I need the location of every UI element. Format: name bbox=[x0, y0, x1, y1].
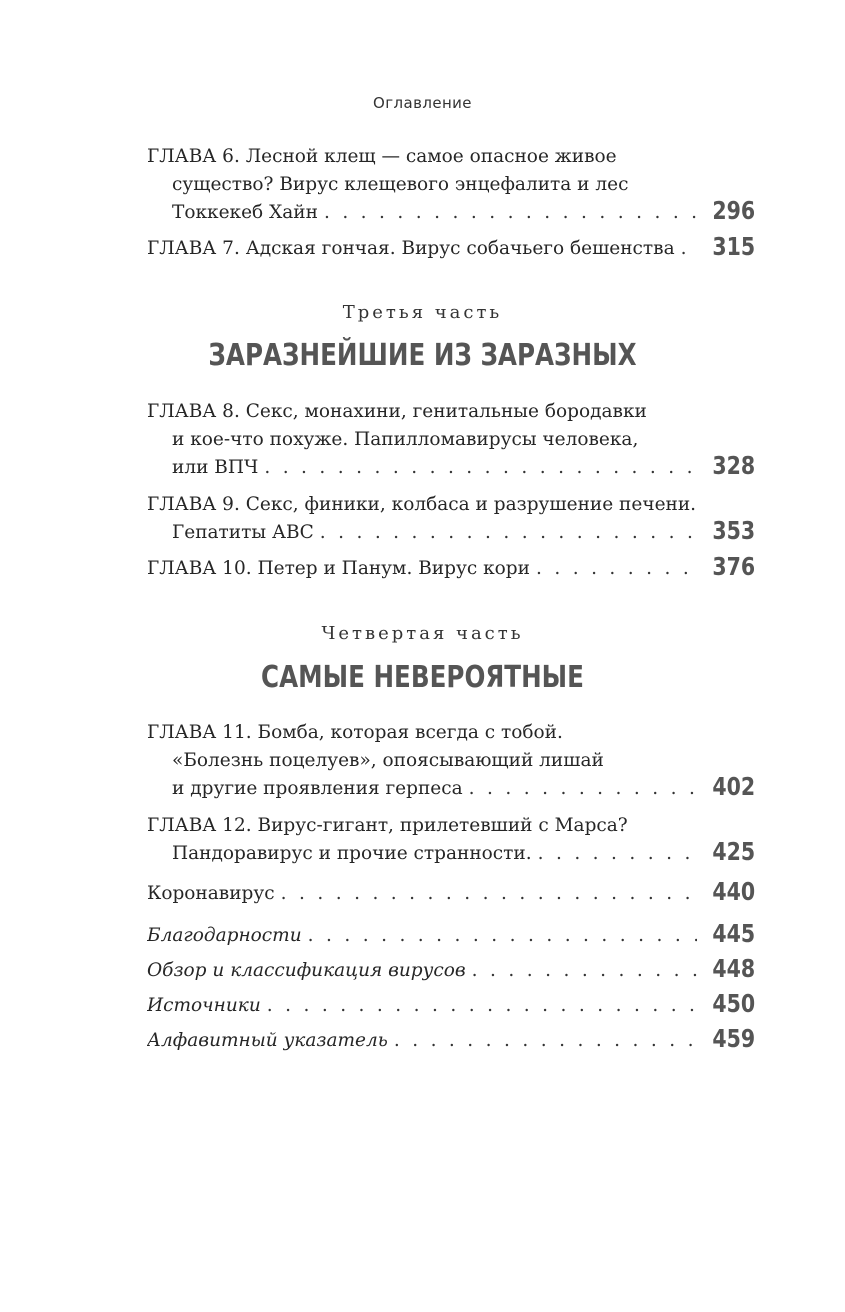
dot-leader bbox=[264, 454, 696, 482]
dot-leader bbox=[267, 992, 697, 1020]
part-three-label: Третья часть bbox=[342, 302, 503, 323]
page-number: 459 bbox=[712, 1027, 755, 1053]
entry-last-line bbox=[147, 555, 755, 583]
entry-line: «Болезнь поцелуев», опоясывающий лишай bbox=[172, 750, 604, 771]
entry-line: ГЛАВА 11. Бомба, которая всегда с тобой. bbox=[147, 722, 563, 743]
toc-group-part-four bbox=[147, 719, 755, 1055]
dot-leader bbox=[394, 1027, 697, 1055]
entry-line: Пандоравирус и прочие странности. bbox=[172, 843, 532, 864]
entry-line: Алфавитный указатель bbox=[147, 1030, 388, 1051]
page-number: 440 bbox=[712, 880, 755, 906]
entry-last-line bbox=[147, 1027, 755, 1055]
dot-leader bbox=[536, 555, 697, 583]
entry-line: ГЛАВА 10. Петер и Панум. Вирус кори bbox=[147, 558, 530, 579]
entry-line: или ВПЧ bbox=[172, 457, 259, 478]
toc-entry-coronavirus[interactable] bbox=[147, 880, 755, 908]
entry-line: и другие проявления герпеса bbox=[172, 778, 463, 799]
toc-entry-chapter-9[interactable] bbox=[147, 491, 755, 547]
dot-leader bbox=[281, 880, 697, 908]
entry-last-line bbox=[147, 519, 755, 547]
toc-entry-chapter-8[interactable] bbox=[147, 398, 755, 482]
entry-line: Источники bbox=[147, 995, 261, 1016]
entry-line: ГЛАВА 8. Секс, монахини, генитальные бородавки bbox=[147, 401, 647, 422]
toc-entry-virus-classification[interactable] bbox=[147, 957, 755, 985]
dot-leader bbox=[308, 922, 697, 950]
entry-last-line bbox=[147, 775, 755, 803]
entry-line: ГЛАВА 7. Адская гончая. Вирус собачьего бешенства bbox=[147, 238, 675, 259]
toc-entry-chapter-11[interactable] bbox=[147, 719, 755, 803]
entry-last-line bbox=[147, 880, 755, 908]
dot-leader bbox=[469, 775, 697, 803]
entry-line: ГЛАВА 9. Секс, финики, колбаса и разрушение печени. bbox=[147, 494, 697, 515]
part-three-title: ЗАРАЗНЕЙШИЕ ИЗ ЗАРАЗНЫХ bbox=[208, 338, 637, 373]
entry-last-line bbox=[147, 922, 755, 950]
dot-leader bbox=[320, 519, 697, 547]
entry-line: существо? Вирус клещевого энцефалита и лес bbox=[172, 174, 629, 195]
page-number: 328 bbox=[712, 454, 755, 480]
page-number: 445 bbox=[712, 922, 755, 948]
page-number: 402 bbox=[712, 775, 755, 801]
entry-line: Благодарности bbox=[147, 925, 302, 946]
page-number: 376 bbox=[712, 555, 755, 581]
toc-entry-chapter-6[interactable] bbox=[147, 143, 755, 227]
toc-entry-sources[interactable] bbox=[147, 992, 755, 1020]
dot-leader bbox=[324, 199, 697, 227]
page-number: 450 bbox=[712, 992, 755, 1018]
toc-group-part-three bbox=[147, 398, 755, 583]
toc-group-part-two bbox=[147, 143, 755, 263]
page-number: 353 bbox=[712, 519, 755, 545]
entry-line: Коронавирус bbox=[147, 883, 275, 904]
entry-last-line bbox=[147, 454, 755, 482]
entry-last-line bbox=[147, 992, 755, 1020]
entry-line: и кое-что похуже. Папилломавирусы человека, bbox=[172, 429, 639, 450]
page-number: 315 bbox=[712, 235, 755, 261]
toc-entry-chapter-12[interactable] bbox=[147, 812, 755, 868]
page-number: 425 bbox=[712, 840, 755, 866]
page-number: 448 bbox=[712, 957, 755, 983]
entry-line: Токкекеб Хайн bbox=[172, 202, 318, 223]
entry-last-line bbox=[147, 199, 755, 227]
toc-entry-chapter-7[interactable] bbox=[147, 235, 755, 263]
entry-line: ГЛАВА 12. Вирус-гигант, прилетевший с Марса? bbox=[147, 815, 628, 836]
dot-leader bbox=[681, 235, 697, 263]
running-head: Оглавление bbox=[373, 94, 472, 112]
entry-line: ГЛАВА 6. Лесной клещ — самое опасное живое bbox=[147, 146, 617, 167]
dot-leader bbox=[538, 840, 697, 868]
entry-line: Обзор и классификация вирусов bbox=[147, 960, 466, 981]
toc-entry-index[interactable] bbox=[147, 1027, 755, 1055]
entry-last-line bbox=[147, 957, 755, 985]
toc-entry-chapter-10[interactable] bbox=[147, 555, 755, 583]
entry-last-line bbox=[147, 235, 755, 263]
part-four-label: Четвертая часть bbox=[321, 623, 524, 644]
page-number: 296 bbox=[712, 199, 755, 225]
toc-entry-acknowledgements[interactable] bbox=[147, 922, 755, 950]
dot-leader bbox=[472, 957, 697, 985]
part-four-title: САМЫЕ НЕВЕРОЯТНЫЕ bbox=[261, 660, 584, 695]
entry-line: Гепатиты АВС bbox=[172, 522, 314, 543]
entry-last-line bbox=[147, 840, 755, 868]
